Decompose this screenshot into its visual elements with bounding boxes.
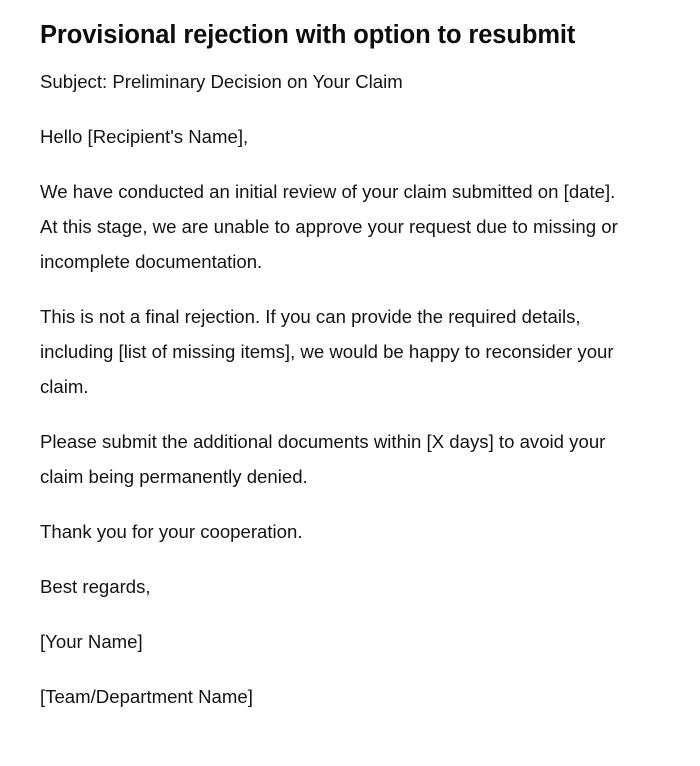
- paragraph-not-final-rejection: This is not a final rejection. If you can provide the required details, including [list of missing items], we would be happy to reconsider your claim.: [40, 306, 614, 397]
- signature-name: [Your Name]: [40, 631, 143, 652]
- salutation-line: Hello [Recipient's Name],: [40, 126, 249, 147]
- paragraph-resubmission-deadline: Please submit the additional documents within [X days] to avoid your claim being permanently denied.: [40, 431, 606, 487]
- paragraph-thank-you: Thank you for your cooperation.: [40, 521, 303, 542]
- letter-body: [40, 64, 630, 714]
- subject-line: Subject: Preliminary Decision on Your Claim: [40, 71, 403, 92]
- paragraph-initial-review: We have conducted an initial review of your claim submitted on [date]. At this stage, we are unable to approve your request due to missing or incomplete documentation.: [40, 181, 618, 272]
- signature-team-name: [Team/Department Name]: [40, 686, 253, 707]
- page-title: Provisional rejection with option to resubmit: [40, 21, 576, 49]
- closing-line: Best regards,: [40, 576, 151, 597]
